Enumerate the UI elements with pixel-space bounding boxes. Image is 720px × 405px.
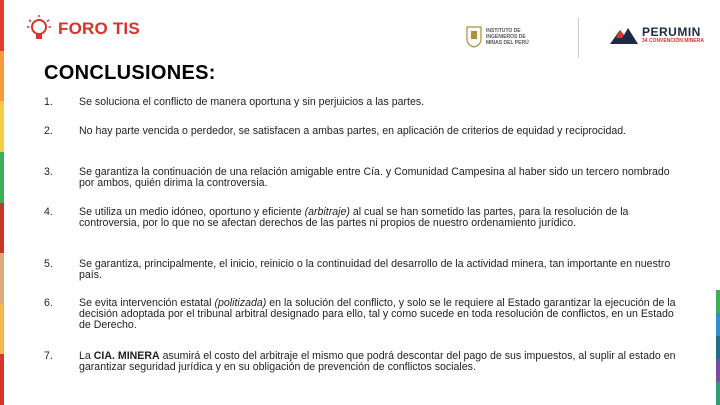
perumin-logo — [610, 26, 704, 44]
item-text: Se utiliza un medio idóneo, oportuno y eficiente (arbitraje) al cual se han sometido las partes, para la resolución de la controversia, por lo que no se afectan derechos de las partes ni propios de nuestro ordenamiento jurídico. — [79, 206, 629, 229]
header — [0, 0, 720, 62]
foro-tis-text: FORO TIS — [58, 19, 140, 38]
mountain-icon — [610, 26, 638, 44]
item-number: 4. — [44, 206, 53, 218]
page-title: CONCLUSIONES: — [44, 62, 216, 84]
item-number: 7. — [44, 350, 53, 362]
iim-logo — [466, 26, 542, 48]
item-text: Se garantiza la continuación de una relación amigable entre Cía. y Comunidad Campesina al haber sido un tercero nombrado por ambos, quién dirima la controversia. — [79, 166, 670, 189]
color-stripe-right — [716, 290, 720, 405]
header-divider — [578, 18, 579, 58]
item-number: 1. — [44, 96, 53, 108]
perumin-name: PERUMIN — [642, 25, 701, 39]
item-number: 5. — [44, 258, 53, 270]
item-text: La CIA. MINERA asumirá el costo del arbitraje el mismo que podrá descontar del pago de sus impuestos, al suplir al estado en garantizar seguridad jurídica y en su obligación de prevención de conflictos sociales. — [79, 350, 676, 373]
iim-logo-text: INSTITUTO DE INGENIEROS DE MINAS DEL PERÚ — [486, 28, 529, 46]
perumin-subtitle: 34 CONVENCIÓN MINERA — [642, 38, 704, 44]
item-number: 2. — [44, 125, 53, 137]
item-text: Se evita intervención estatal (politizada) en la solución del conflicto, y solo se le requiere al Estado garantizar la ejecución de la decisión adoptada por el tribunal arbitral designado para ello, tal y como sucede en toda resolución de conflictos, en un Estado de Derecho. — [79, 297, 676, 331]
item-number: 6. — [44, 297, 53, 309]
item-text: Se soluciona el conflicto de manera oportuna y sin perjuicios a las partes. — [79, 96, 425, 108]
shield-icon — [466, 26, 482, 48]
lightbulb-icon — [26, 14, 52, 44]
item-text: No hay parte vencida o perdedor, se satisfacen a ambas partes, en aplicación de criterios de equidad y reciprocidad. — [79, 125, 627, 137]
item-number: 3. — [44, 166, 53, 178]
item-text: Se garantiza, principalmente, el inicio, reinicio o la continuidad del desarrollo de la actividad minera, tan importante en nuestro país. — [79, 258, 671, 281]
foro-tis-logo — [26, 14, 140, 44]
